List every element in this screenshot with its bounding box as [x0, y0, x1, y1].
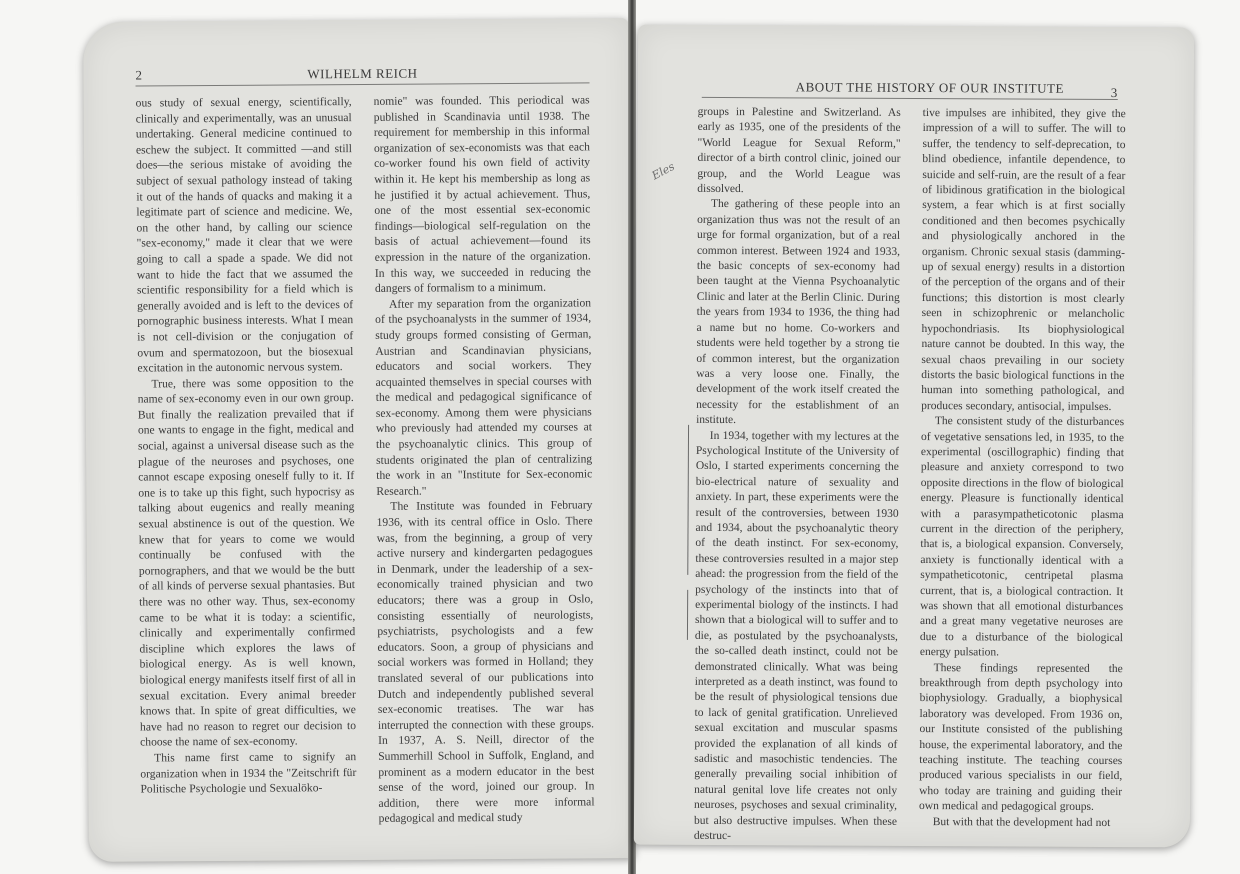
- margin-bracket: [687, 425, 695, 575]
- left-page: [83, 18, 635, 862]
- column-right: [919, 106, 1126, 829]
- page-number: 3: [1110, 85, 1118, 101]
- paragraph: True, there was some opposition to the name of sex-economy even in our own group. But finally the realization prevailed that if one wants to engage in the fight, medical and social, against a universal disease such as the plague of the neuroses and psychoses, one cannot escape exposing oneself fully to it. If one is to take up this fight, such hypocrisy as talking about eugenics and really meaning sexual abstinence is out of the question. We knew that for years to come we would continually be confused with the pornographers, and that we would be the butt of all kinds of perverse sexual phantasies. But there was no other way. Thus, sex-economy came to be what it is today: a scientific, clinically and experimentally confirmed discipline which explores the laws of biological energy. As is well known, biological energy manifests itself first of all in sexual excitation. Every animal breeder knows that. In spite of great difficulties, we have had no reason to regret our decision to choose the name of sex-economy.: [137, 375, 357, 749]
- paragraph: This name first came to signify an organization when in 1934 the "Zeitschrift für Politische Psychologie und Sexualöko-: [140, 749, 357, 796]
- page-number: 2: [135, 67, 143, 83]
- paragraph: But with that the development had not: [932, 815, 1111, 829]
- paragraph: ous study of sexual energy, scientifically, clinically and experimentally, was an unusual undertaking. General medicine continued to eschew the subject. It committed —and still does—the serious mistake of avoiding the subject of sexual pathology instead of taking it out of the hands of quacks and making it a legitimate part of science and medicine. We, on the other hand, by calling our science "sex-economy," made it clear that we were going to call a spade a spade. We did not want to hide the fact that we assumed the scientific responsibility for a field which is generally avoided and is left to the devices of pornographic business interests. What I mean is not cell-division or the conjugation of ovum and spermatozoon, but the biosexual excitation in the autonomic nervous system.: [135, 95, 354, 375]
- running-header: [135, 62, 589, 86]
- column-left: [693, 105, 901, 843]
- paragraph: These findings represented the breakthrough from depth psychology into biophysiology. Gradually, a biophysical laboratory was developed. From 1936 on, our Institute consisted of the publishing house, the experimental laboratory, and the teaching institute. The teaching courses produced various specialists in our field, who today are training and guiding their own medical and pedagogical groups.: [919, 661, 1123, 814]
- paragraph: groups in Palestine and Switzerland. As early as 1935, one of the presidents of the "World League for Sexual Reform," director of a birth control clinic, joined our group, and the World League was dissolved.: [697, 105, 901, 196]
- column-right: [374, 92, 595, 841]
- paragraph: In 1934, together with my lectures at the Psychological Institute of the University of Oslo, I started experiments concerning the bio-electrical nature of sexuality and anxiety. In part, these experiments were the result of the controversies, between 1930 and 1934, about the psychoanalytic theory of the death instinct. For sex-economy, these controversies resulted in a major step ahead: the progression from the field of the psychology of the instincts into that of experimental biology of the instincts. I had shown that a biological will to suffer and to die, as postulated by the psychoanalysts, the so-called death instinct, could not be demonstrated clinically. What was being interpreted as a death instinct, was found to be the result of physiological tensions due to lack of genital gratification. Unrelieved sexual excitation and muscular spasms provided the explanation of all kinds of sadistic and masochistic tendencies. The generally prevailing social inhibition of natural genital love life creates not only neuroses, psychoses and sexual criminality, but also destructive impulses. When these destruc-: [693, 429, 900, 843]
- paragraph: The Institute was founded in February 1936, with its central office in Oslo. There was, from the beginning, a group of very active nursery and kindergarten pedagogues in Denmark, under the leadership of a sex-economically trained physician and two educators; there was a group in Oslo, consisting essentially of neurologists, psychiatrists, psychologists and a few educators. Soon, a group of physicians and social workers was formed in Holland; they translated several of our publications into Dutch and independently published several sex-economic treatises. The war has interrupted the connection with these groups. In 1937, A. S. Neill, director of the Summerhill School in Suffolk, England, and prominent as a modern educator in the best sense of the word, joined our group. In addition, there were more informal pedagogical and medical study: [376, 498, 595, 826]
- text-columns: [693, 105, 1126, 843]
- paragraph: The consistent study of the disturbances of vegetative sensations led, in 1935, to the experimental (oscillographic) finding that pleasure and anxiety correspond to two opposite directions in the flow of biological energy. Pleasure is functionally identical with a parasympatheticotonic plasma current in the direction of the periphery, that is, a biological expansion. Conversely, anxiety is functionally identical with a sympatheticotonic, centripetal plasma current, that is, a biological contraction. It was shown that all emotional disturbances and a great many vegetative neuroses are due to a disturbance of the biological energy pulsation.: [919, 415, 1125, 659]
- paragraph: nomie" was founded. This periodical was published in Scandinavia until 1938. The requirement for membership in this informal organization of sex-economists was that each co-worker found his own field of activity within it. He kept his membership as long as he justified it by actual achievement. Thus, one of the most essential sex-economic findings—biological self-regulation on the basis of actual achievement—found its expression in the nature of the organization. In this way, we succeeded in reducing the dangers of formalism to a minimum.: [373, 93, 591, 296]
- paragraph: tive impulses are inhibited, they give the impression of a will to suffer. The will to suffer, the tendency to self-deprecation, to blind obedience, infantile dependence, to suicide and self-ruin, are the result of a fear of libidinous gratification in the biological system, a fear which is at first socially conditioned and then becomes psychically and physiologically anchored in the organism. Chronic sexual stasis (damming-up of sexual energy) results in a distortion of the perception of the organs and of their functions; this distortion is most clearly seen in schizophrenic or melancholic hypochondriasis. Its biophysiological nature cannot be doubted. In this way, the sexual chaos prevailing in our society distorts the basic biological functions in the human into something pathological, and produces secondary, antisocial, impulses.: [921, 107, 1126, 413]
- running-header: [702, 77, 1118, 100]
- running-head-title: WILHELM REICH: [307, 65, 418, 82]
- paragraph: After my separation from the organization of the psychoanalysts in the summer of 1934, study groups formed consisting of German, Austrian and Scandinavian physicians, educators and social workers. They acquainted themselves in special courses with the medical and pedagogical significance of sex-economy. Among them were physicians who previously had attended my courses at the psychoanalytic clinics. This group of students originated the plan of centralizing the work in an "Institute for Sex-economic Research.": [375, 296, 593, 498]
- text-columns: [136, 92, 595, 843]
- paragraph: The gathering of these people into an organization thus was not the result of an urge for formal organization, but of a real common interest. Between 1924 and 1933, the basic concepts of sex-economy had been taught at the Vienna Psychoanalytic Clinic and later at the Berlin Clinic. During the years from 1934 to 1936, the thing had a name but no home. Co-workers and students were held together by a strong tie of common interest, but the organization was a very loose one. Finally, the development of the work itself created the necessity for the establishment of an institute.: [696, 198, 901, 427]
- handwritten-margin-note: Eles: [649, 159, 677, 183]
- margin-bracket: [687, 590, 694, 640]
- column-left: [136, 94, 357, 843]
- running-head-title: ABOUT THE HISTORY OF OUR INSTITUTE: [795, 79, 1064, 96]
- right-page: [634, 25, 1194, 848]
